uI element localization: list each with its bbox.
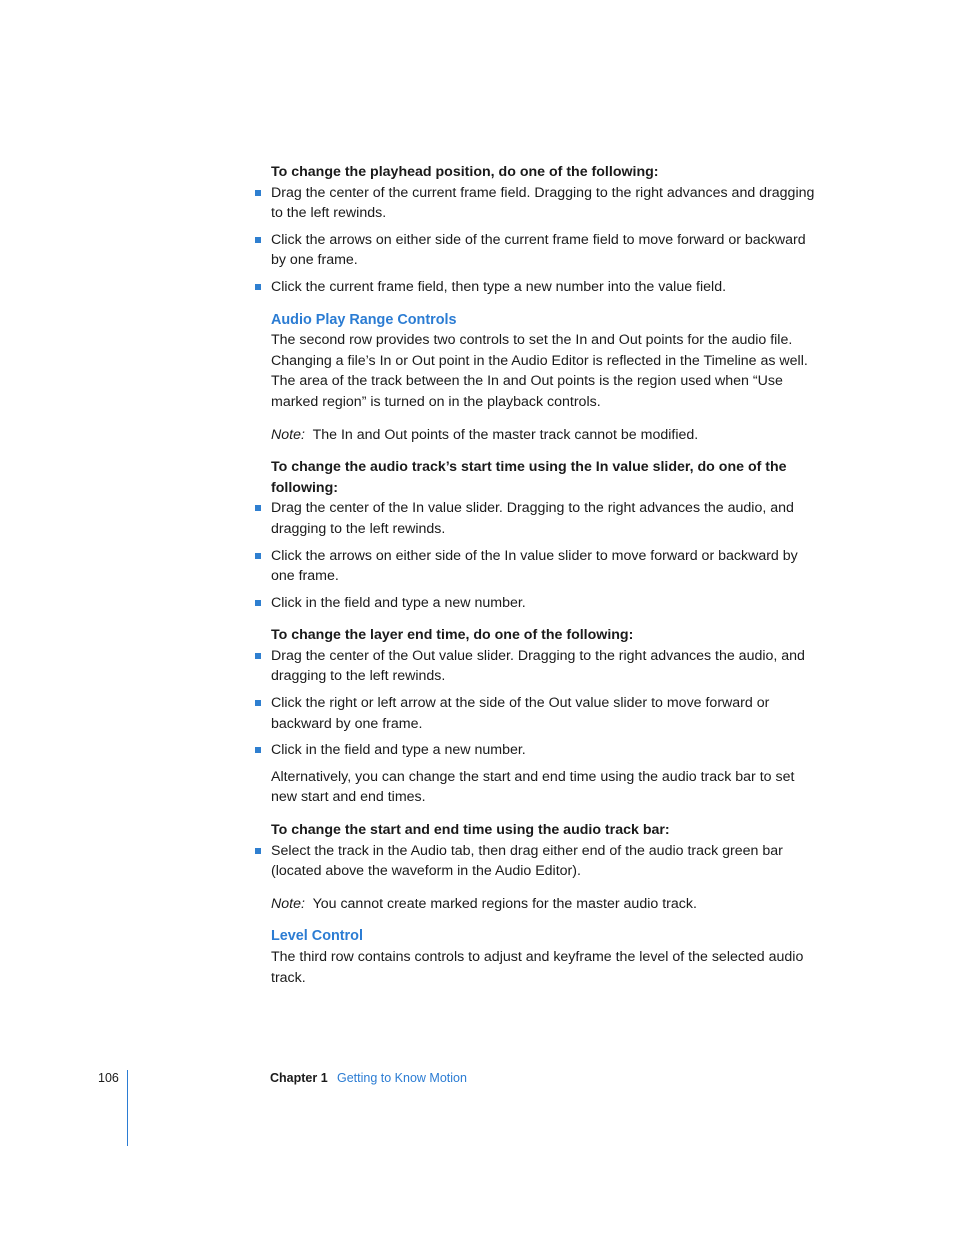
list-item: Select the track in the Audio tab, then drag either end of the audio track green bar (located above the waveform in the Audio Editor). bbox=[271, 841, 823, 882]
square-bullet-icon bbox=[255, 653, 261, 659]
note-label: Note: bbox=[271, 895, 305, 912]
start-time-list bbox=[271, 498, 823, 613]
square-bullet-icon bbox=[255, 553, 261, 559]
chapter-title-link[interactable]: Getting to Know Motion bbox=[337, 1071, 467, 1085]
footer-divider bbox=[127, 1070, 128, 1146]
list-item: Click in the field and type a new number. bbox=[271, 593, 823, 614]
track-bar-lead: To change the start and end time using the audio track bar: bbox=[271, 822, 670, 839]
list-item: Click the arrows on either side of the In value slider to move forward or backward by one frame. bbox=[271, 546, 823, 587]
page-number: 106 bbox=[98, 1071, 119, 1085]
note-text: You cannot create marked regions for the master audio track. bbox=[312, 895, 697, 912]
square-bullet-icon bbox=[255, 848, 261, 854]
chapter-label: Chapter 1 bbox=[270, 1071, 328, 1085]
page-content bbox=[271, 162, 823, 988]
list-item: Drag the center of the In value slider. Dragging to the right advances the audio, and dragging to the left rewinds. bbox=[271, 498, 823, 539]
end-time-alternative: Alternatively, you can change the start and end time using the audio track bar to set new start and end times. bbox=[271, 768, 795, 806]
square-bullet-icon bbox=[255, 284, 261, 290]
square-bullet-icon bbox=[255, 190, 261, 196]
square-bullet-icon bbox=[255, 700, 261, 706]
playhead-list bbox=[271, 183, 823, 298]
note-label: Note: bbox=[271, 426, 305, 443]
track-bar-note bbox=[271, 894, 823, 915]
list-item: Click the current frame field, then type a new number into the value field. bbox=[271, 277, 823, 298]
square-bullet-icon bbox=[255, 747, 261, 753]
square-bullet-icon bbox=[255, 600, 261, 606]
end-time-list bbox=[271, 646, 823, 761]
list-item: Drag the center of the Out value slider. Dragging to the right advances the audio, and dragging to the left rewinds. bbox=[271, 646, 823, 687]
list-item: Click in the field and type a new number. bbox=[271, 740, 823, 761]
list-item: Drag the center of the current frame field. Dragging to the right advances and dragging to the left rewinds. bbox=[271, 183, 823, 224]
list-item: Click the right or left arrow at the side of the Out value slider to move forward or backward by one frame. bbox=[271, 693, 823, 734]
level-control-heading: Level Control bbox=[271, 928, 363, 945]
audio-play-range-heading: Audio Play Range Controls bbox=[271, 311, 457, 328]
square-bullet-icon bbox=[255, 237, 261, 243]
list-item: Click the arrows on either side of the current frame field to move forward or backward by one frame. bbox=[271, 230, 823, 271]
start-time-lead: To change the audio track’s start time using the In value slider, do one of the following: bbox=[271, 459, 787, 496]
audio-play-range-note bbox=[271, 425, 823, 446]
square-bullet-icon bbox=[255, 505, 261, 511]
playhead-lead: To change the playhead position, do one of the following: bbox=[271, 164, 659, 180]
note-text: The In and Out points of the master track cannot be modified. bbox=[312, 426, 699, 443]
audio-play-range-body: The second row provides two controls to set the In and Out points for the audio file. Changing a file’s In or Out point in the Audio Editor is reflected in the Timeline as well. The area of the track between the In and Out points is the region used when “Use marked region” is turned on in the playback controls. bbox=[271, 332, 808, 410]
track-bar-list bbox=[271, 841, 823, 882]
end-time-lead: To change the layer end time, do one of the following: bbox=[271, 627, 634, 644]
level-control-body: The third row contains controls to adjust and keyframe the level of the selected audio track. bbox=[271, 949, 804, 986]
